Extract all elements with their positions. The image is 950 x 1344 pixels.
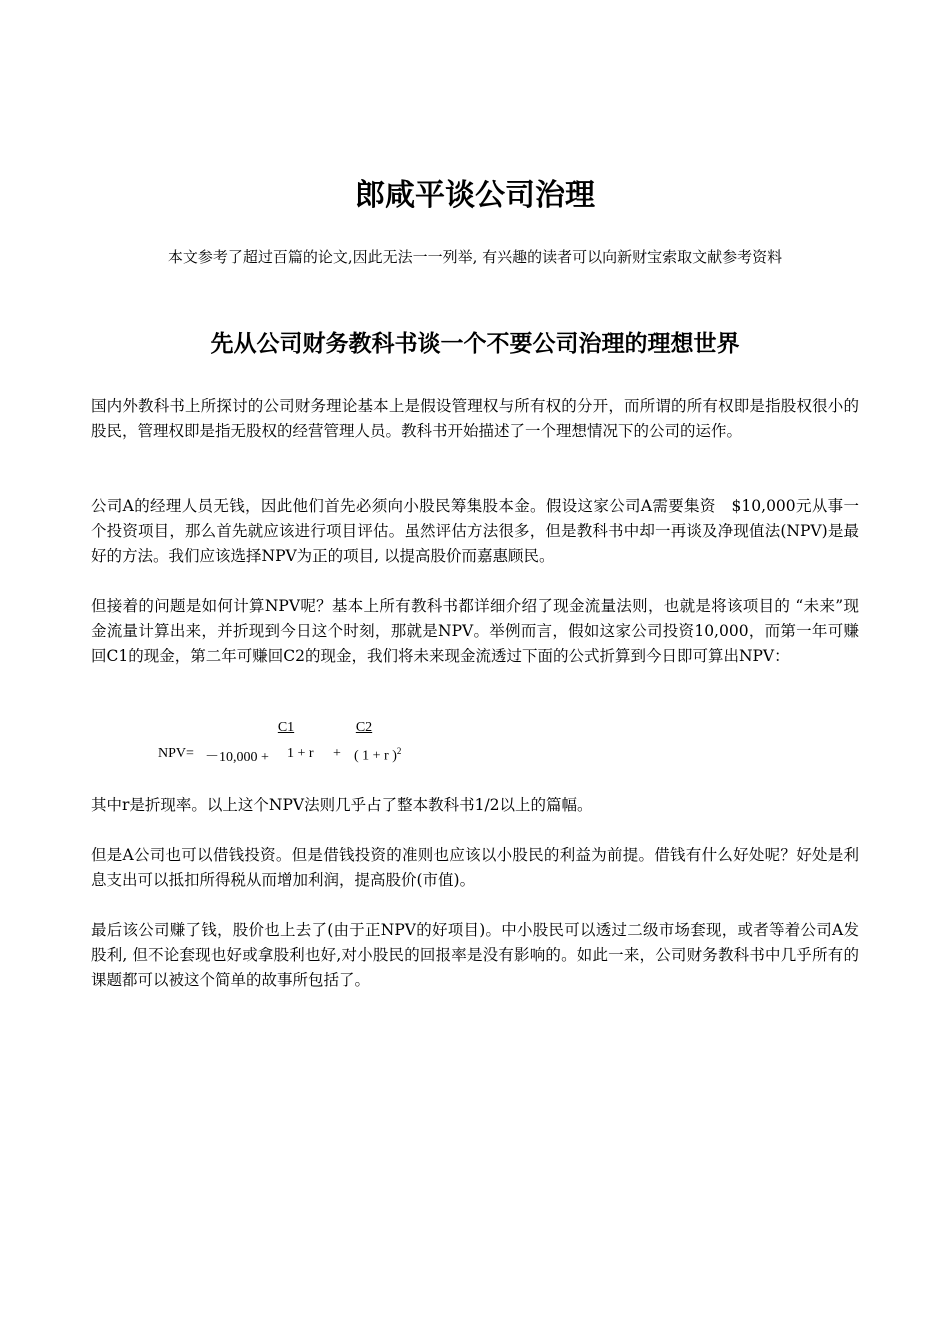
formula-npv-label: NPV= [158, 746, 194, 761]
subtitle-note: 本文参考了超过百篇的论文,因此无法一一列举, 有兴趣的读者可以向新财宝索取文献参考资料 [167, 248, 783, 266]
formula-numerator-c2: C2 [355, 720, 373, 735]
formula-investment: －10,000 + [205, 750, 269, 765]
paragraph-6: 最后该公司赚了钱，股价也上去了(由于正NPV的好项目)。中小股民可以透过二级市场套现，或者等着公司A发股利, 但不论套现也好或拿股利也好,对小股民的回报率是没有影响的。如此一来，公司财务教科书中几乎所有的课题都可以被这个简单的故事所包括了。 [91, 921, 859, 989]
section-heading: 先从公司财务教科书谈一个不要公司治理的理想世界 [210, 331, 740, 357]
formula-denominator-2-base: ( 1 + r ) [354, 748, 397, 764]
paragraph-2: 公司A的经理人员无钱，因此他们首先必须向小股民筹集股本金。假设这家公司A需要集资 $10,000元从事一个投资项目，那么首先就应该进行项目评估。虽然评估方法很多，但是教科书中却一再谈及净现值法(NPV)是最好的方法。我们应该选择NPV为正的项目, 以提高股价而嘉惠顾民。 [91, 497, 859, 565]
paragraph-1: 国内外教科书上所探讨的公司财务理论基本上是假设管理权与所有权的分开，而所谓的所有权即是指股权很小的股民，管理权即是指无股权的经营管理人员。教科书开始描述了一个理想情况下的公司的运作。 [91, 397, 859, 440]
page-title: 郎咸平谈公司治理 [355, 178, 595, 213]
formula-plus: + [333, 746, 341, 761]
formula-denominator-2 [354, 746, 401, 765]
paragraph-4: 其中r是折现率。以上这个NPV法则几乎占了整本教科书1/2以上的篇幅。 [91, 796, 593, 814]
formula-numerator-c1: C1 [277, 720, 295, 735]
formula-denominator-1: 1 + r [287, 746, 314, 761]
paragraph-3: 但接着的问题是如何计算NPV呢？基本上所有教科书都详细介绍了现金流量法则，也就是将该项目的 “未来”现金流量计算出来，并折现到今日这个时刻，那就是NPV。举例而言，假如这家公司投资10,000，而第一年可赚回C1的现金，第二年可赚回C2的现金，我们将未来现金流透过下面的公式折算到今日即可算出NPV： [91, 597, 859, 665]
npv-formula [0, 716, 950, 772]
formula-exponent: 2 [396, 746, 402, 756]
paragraph-5: 但是A公司也可以借钱投资。但是借钱投资的准则也应该以小股民的利益为前提。借钱有什么好处呢？好处是利息支出可以抵扣所得税从而增加利润，提高股价(市值)。 [91, 846, 859, 889]
